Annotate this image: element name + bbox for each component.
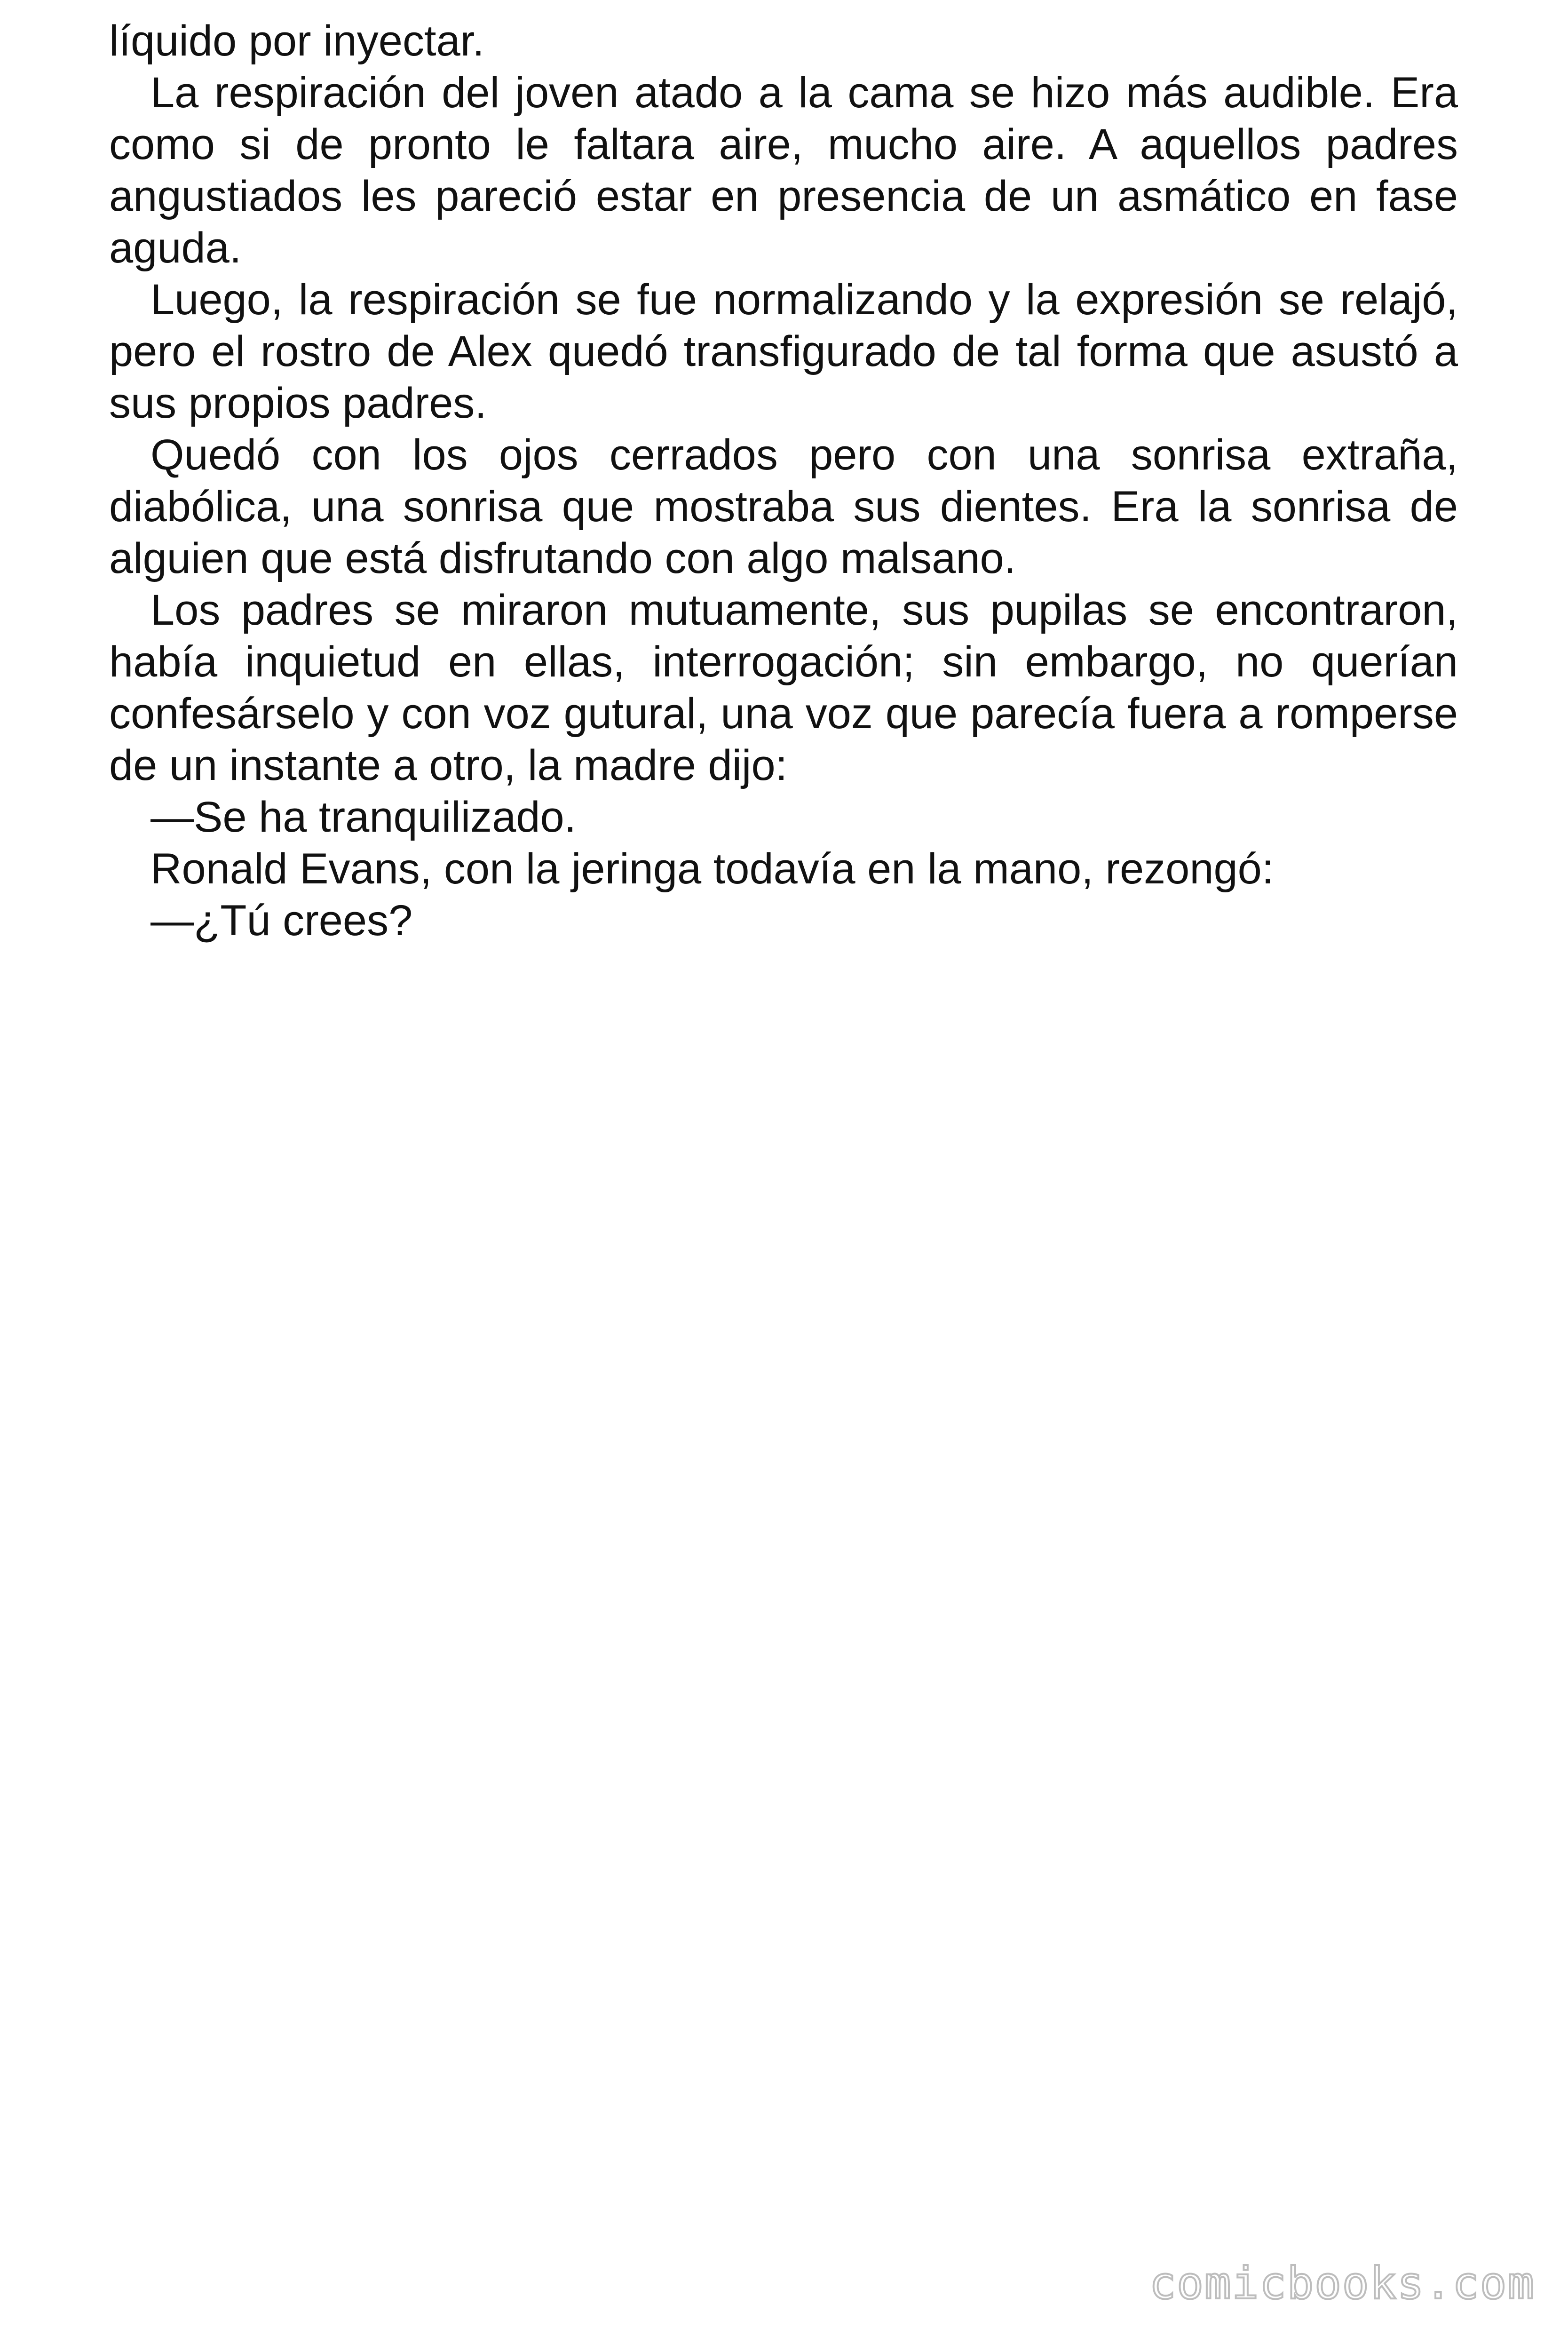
paragraph-2: La respiración del joven atado a la cama se hizo más audible. Era como si de pronto le faltara aire, mucho aire. A aquellos padres angustiados les pareció estar en presencia de un asmático en fase aguda. bbox=[109, 69, 1458, 272]
watermark: comicbooks.com bbox=[1149, 2258, 1535, 2309]
dialogue-line-1: —Se ha tranquilizado. bbox=[150, 793, 577, 841]
paragraph-5: Los padres se miraron mutuamente, sus pupilas se encontraron, había inquietud en ellas, interrogación; sin embargo, no querían confesárselo y con voz gutural, una voz que parecía fuera a romperse de un instante a otro, la madre dijo: bbox=[109, 586, 1458, 789]
body-text bbox=[109, 15, 1458, 946]
dialogue-line-2: —¿Tú crees? bbox=[150, 897, 413, 945]
paragraph-3: Luego, la respiración se fue normalizando y la expresión se relajó, pero el rostro de Alex quedó transfigurado de tal forma que asustó a sus propios padres. bbox=[109, 276, 1458, 427]
paragraph-1: líquido por inyectar. bbox=[109, 17, 484, 65]
paragraph-6: Ronald Evans, con la jeringa todavía en la mano, rezongó: bbox=[150, 845, 1274, 893]
paragraph-4: Quedó con los ojos cerrados pero con una sonrisa extraña, diabólica, una sonrisa que mostraba sus dientes. Era la sonrisa de alguien que está disfrutando con algo malsano. bbox=[109, 431, 1458, 582]
